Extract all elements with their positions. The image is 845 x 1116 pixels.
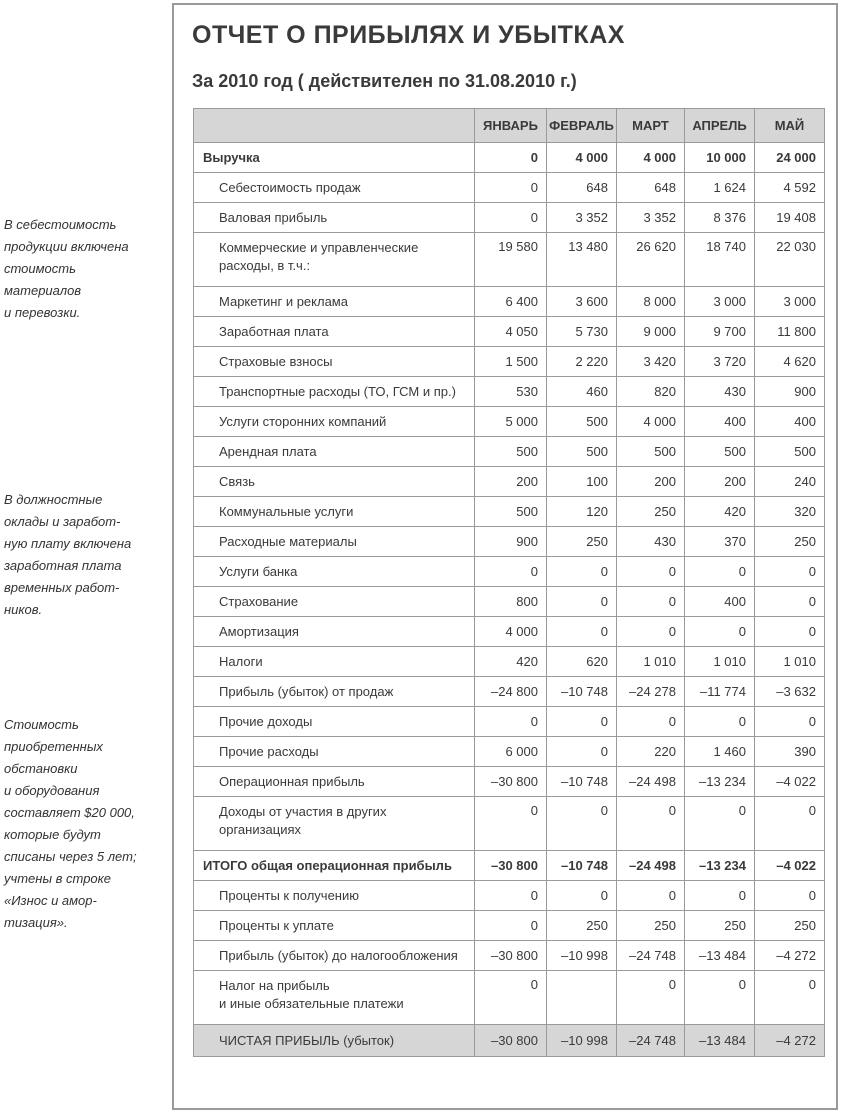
value-cell: 0 (755, 617, 825, 647)
table-row (194, 347, 825, 377)
row-label: Прочие расходы (194, 737, 475, 767)
note-line: ную плату включена (4, 536, 132, 551)
value-cell: 0 (755, 707, 825, 737)
value-cell: –10 998 (547, 941, 617, 971)
value-cell: –24 748 (617, 941, 685, 971)
row-label: Услуги сторонних компаний (194, 407, 475, 437)
value-cell: 0 (685, 971, 755, 1025)
note-line: временных работ- (4, 580, 120, 595)
value-cell: –13 484 (685, 1025, 755, 1057)
value-cell: 0 (475, 143, 547, 173)
row-label-line: Коммерческие и управленческие (219, 240, 419, 255)
value-cell: 1 460 (685, 737, 755, 767)
value-cell: 0 (547, 617, 617, 647)
value-cell: –24 498 (617, 767, 685, 797)
row-label: Коммунальные услуги (194, 497, 475, 527)
value-cell: 3 352 (617, 203, 685, 233)
row-label: Расходные материалы (194, 527, 475, 557)
value-cell: 390 (755, 737, 825, 767)
note-line: продукции включена (4, 239, 129, 254)
value-cell: –4 272 (755, 941, 825, 971)
value-cell: 500 (547, 407, 617, 437)
table-row (194, 647, 825, 677)
report-panel (172, 3, 838, 1110)
row-label-line: Налог на прибыль (219, 978, 330, 993)
value-cell: 0 (755, 797, 825, 851)
value-cell: –10 748 (547, 851, 617, 881)
value-cell: 250 (547, 911, 617, 941)
value-cell: –10 748 (547, 767, 617, 797)
value-cell: 0 (475, 881, 547, 911)
value-cell: 9 000 (617, 317, 685, 347)
table-row (194, 707, 825, 737)
value-cell: 0 (755, 557, 825, 587)
note-line: стоимость (4, 261, 76, 276)
value-cell: 0 (547, 707, 617, 737)
value-cell: 5 730 (547, 317, 617, 347)
row-label-line: и иные обязательные платежи (219, 996, 404, 1011)
value-cell: –13 234 (685, 851, 755, 881)
table-row (194, 971, 825, 1025)
row-label: Страховые взносы (194, 347, 475, 377)
value-cell: 0 (547, 797, 617, 851)
table-row (194, 941, 825, 971)
table-row (194, 407, 825, 437)
value-cell: 0 (475, 911, 547, 941)
value-cell: –4 272 (755, 1025, 825, 1057)
value-cell: 500 (475, 497, 547, 527)
value-cell: 1 010 (685, 647, 755, 677)
value-cell: 4 000 (547, 143, 617, 173)
value-cell: 250 (685, 911, 755, 941)
value-cell: 19 580 (475, 233, 547, 287)
value-cell: 3 600 (547, 287, 617, 317)
value-cell: 13 480 (547, 233, 617, 287)
profit-loss-table (193, 108, 825, 1057)
value-cell: 0 (617, 971, 685, 1025)
value-cell: 250 (547, 527, 617, 557)
value-cell: 10 000 (685, 143, 755, 173)
value-cell: 500 (475, 437, 547, 467)
value-cell: 820 (617, 377, 685, 407)
table-row (194, 143, 825, 173)
table-row (194, 317, 825, 347)
value-cell: –13 234 (685, 767, 755, 797)
row-label: Амортизация (194, 617, 475, 647)
value-cell: 0 (475, 707, 547, 737)
value-cell: 220 (617, 737, 685, 767)
value-cell: 200 (685, 467, 755, 497)
value-cell: 3 352 (547, 203, 617, 233)
value-cell: 3 420 (617, 347, 685, 377)
row-label (194, 971, 475, 1025)
value-cell: 0 (475, 173, 547, 203)
value-cell: 0 (617, 797, 685, 851)
note-line: «Износ и амор- (4, 893, 97, 908)
value-cell: 430 (617, 527, 685, 557)
value-cell: 0 (475, 797, 547, 851)
value-cell: –30 800 (475, 767, 547, 797)
note-line: которые будут (4, 827, 101, 842)
value-cell: –4 022 (755, 767, 825, 797)
row-label: ЧИСТАЯ ПРИБЫЛЬ (убыток) (194, 1025, 475, 1057)
table-row (194, 881, 825, 911)
value-cell: 0 (617, 557, 685, 587)
value-cell: 0 (685, 557, 755, 587)
note-line: Стоимость (4, 717, 79, 732)
value-cell: –30 800 (475, 851, 547, 881)
value-cell: 320 (755, 497, 825, 527)
value-cell: –24 498 (617, 851, 685, 881)
column-header-may: МАЙ (755, 109, 825, 143)
value-cell: 120 (547, 497, 617, 527)
value-cell: 3 000 (755, 287, 825, 317)
note-line: оклады и заработ- (4, 514, 121, 529)
value-cell: 0 (685, 797, 755, 851)
row-label: Арендная плата (194, 437, 475, 467)
value-cell: 22 030 (755, 233, 825, 287)
value-cell: 620 (547, 647, 617, 677)
value-cell: 5 000 (475, 407, 547, 437)
value-cell: 400 (685, 587, 755, 617)
value-cell: –24 800 (475, 677, 547, 707)
note-line: списаны через 5 лет; (4, 849, 137, 864)
value-cell: 0 (547, 587, 617, 617)
value-cell: 500 (547, 437, 617, 467)
value-cell: 4 000 (617, 143, 685, 173)
table-row (194, 677, 825, 707)
value-cell: –11 774 (685, 677, 755, 707)
value-cell (547, 971, 617, 1025)
row-label: Страхование (194, 587, 475, 617)
header-row (194, 109, 825, 143)
table-row (194, 797, 825, 851)
value-cell: 2 220 (547, 347, 617, 377)
table-row (194, 287, 825, 317)
value-cell: 500 (685, 437, 755, 467)
row-label: Выручка (194, 143, 475, 173)
value-cell: 0 (755, 881, 825, 911)
value-cell: 6 000 (475, 737, 547, 767)
value-cell: 250 (755, 911, 825, 941)
value-cell: –10 998 (547, 1025, 617, 1057)
column-header-february: ФЕВРАЛЬ (547, 109, 617, 143)
note-line: заработная плата (4, 558, 122, 573)
table-row (194, 767, 825, 797)
value-cell: 0 (475, 557, 547, 587)
row-label (194, 233, 475, 287)
row-label-line: расходы, в т.ч.: (219, 258, 311, 273)
value-cell: 250 (755, 527, 825, 557)
value-cell: 420 (685, 497, 755, 527)
table-row (194, 437, 825, 467)
row-label: Прочие доходы (194, 707, 475, 737)
table-row (194, 557, 825, 587)
value-cell: 3 720 (685, 347, 755, 377)
row-label: Прибыль (убыток) до налогообложения (194, 941, 475, 971)
value-cell: –30 800 (475, 1025, 547, 1057)
value-cell: 530 (475, 377, 547, 407)
row-label: Транспортные расходы (ТО, ГСМ и пр.) (194, 377, 475, 407)
column-header-january: ЯНВАРЬ (475, 109, 547, 143)
table-row (194, 173, 825, 203)
note-line: учтены в строке (4, 871, 112, 886)
value-cell: 11 800 (755, 317, 825, 347)
row-label: Операционная прибыль (194, 767, 475, 797)
column-header-label (194, 109, 475, 143)
value-cell: 8 000 (617, 287, 685, 317)
value-cell: 648 (617, 173, 685, 203)
value-cell: 900 (755, 377, 825, 407)
note-line: и перевозки. (4, 305, 81, 320)
value-cell: 0 (685, 881, 755, 911)
value-cell: 24 000 (755, 143, 825, 173)
table-row (194, 467, 825, 497)
value-cell: 4 000 (475, 617, 547, 647)
value-cell: 460 (547, 377, 617, 407)
value-cell: 1 624 (685, 173, 755, 203)
row-label (194, 797, 475, 851)
note-line: тизация». (4, 915, 68, 930)
value-cell: 0 (547, 737, 617, 767)
value-cell: 1 010 (755, 647, 825, 677)
value-cell: 0 (755, 971, 825, 1025)
table-row (194, 497, 825, 527)
table-row (194, 1025, 825, 1057)
value-cell: 4 000 (617, 407, 685, 437)
note-line: приобретенных (4, 739, 103, 754)
value-cell: 18 740 (685, 233, 755, 287)
row-label: Налоги (194, 647, 475, 677)
note-line: обстановки (4, 761, 78, 776)
value-cell: –24 748 (617, 1025, 685, 1057)
value-cell: 0 (547, 881, 617, 911)
table-row (194, 911, 825, 941)
note-line: В должностные (4, 492, 103, 507)
value-cell: 0 (475, 203, 547, 233)
value-cell: 0 (475, 971, 547, 1025)
value-cell: 0 (547, 557, 617, 587)
value-cell: 370 (685, 527, 755, 557)
value-cell: 0 (617, 617, 685, 647)
value-cell: –10 748 (547, 677, 617, 707)
value-cell: 0 (617, 707, 685, 737)
value-cell: 26 620 (617, 233, 685, 287)
column-header-april: АПРЕЛЬ (685, 109, 755, 143)
value-cell: –13 484 (685, 941, 755, 971)
row-label-line: организациях (219, 822, 302, 837)
value-cell: 1 010 (617, 647, 685, 677)
value-cell: 19 408 (755, 203, 825, 233)
row-label: Связь (194, 467, 475, 497)
row-label: Валовая прибыль (194, 203, 475, 233)
row-label: Проценты к получению (194, 881, 475, 911)
value-cell: 900 (475, 527, 547, 557)
value-cell: 500 (755, 437, 825, 467)
value-cell: –24 278 (617, 677, 685, 707)
value-cell: 0 (685, 707, 755, 737)
row-label: Маркетинг и реклама (194, 287, 475, 317)
value-cell: 250 (617, 497, 685, 527)
row-label-line: Доходы от участия в других (219, 804, 387, 819)
value-cell: 4 592 (755, 173, 825, 203)
value-cell: 1 500 (475, 347, 547, 377)
value-cell: 6 400 (475, 287, 547, 317)
row-label: ИТОГО общая операционная прибыль (194, 851, 475, 881)
note-line: В себестоимость (4, 217, 117, 232)
note-line: составляет $20 000, (4, 805, 135, 820)
table-row (194, 617, 825, 647)
value-cell: 0 (755, 587, 825, 617)
value-cell: –30 800 (475, 941, 547, 971)
value-cell: 0 (685, 617, 755, 647)
row-label: Прибыль (убыток) от продаж (194, 677, 475, 707)
value-cell: 648 (547, 173, 617, 203)
value-cell: 400 (685, 407, 755, 437)
value-cell: 240 (755, 467, 825, 497)
column-header-march: МАРТ (617, 109, 685, 143)
value-cell: –3 632 (755, 677, 825, 707)
value-cell: 3 000 (685, 287, 755, 317)
table-row (194, 737, 825, 767)
value-cell: 200 (475, 467, 547, 497)
value-cell: 250 (617, 911, 685, 941)
value-cell: 200 (617, 467, 685, 497)
row-label: Услуги банка (194, 557, 475, 587)
side-note (4, 714, 164, 934)
value-cell: 4 050 (475, 317, 547, 347)
table-row (194, 377, 825, 407)
value-cell: 500 (617, 437, 685, 467)
table-header (194, 109, 825, 143)
table-row (194, 203, 825, 233)
table-row (194, 527, 825, 557)
value-cell: 8 376 (685, 203, 755, 233)
note-line: и оборудования (4, 783, 100, 798)
row-label: Себестоимость продаж (194, 173, 475, 203)
value-cell: 0 (617, 881, 685, 911)
row-label: Заработная плата (194, 317, 475, 347)
value-cell: 430 (685, 377, 755, 407)
value-cell: 800 (475, 587, 547, 617)
table-row (194, 233, 825, 287)
table-row (194, 851, 825, 881)
report-title: ОТЧЕТ О ПРИБЫЛЯХ И УБЫТКАХ (192, 21, 625, 49)
note-line: материалов (4, 283, 82, 298)
note-line: ников. (4, 602, 43, 617)
side-note (4, 214, 164, 324)
value-cell: 4 620 (755, 347, 825, 377)
report-subtitle: За 2010 год ( действителен по 31.08.2010 г.) (192, 71, 577, 91)
table-body (194, 143, 825, 1057)
table-row (194, 587, 825, 617)
value-cell: 420 (475, 647, 547, 677)
value-cell: 400 (755, 407, 825, 437)
value-cell: 0 (617, 587, 685, 617)
value-cell: 9 700 (685, 317, 755, 347)
row-label: Проценты к уплате (194, 911, 475, 941)
side-note (4, 489, 164, 621)
value-cell: 100 (547, 467, 617, 497)
value-cell: –4 022 (755, 851, 825, 881)
